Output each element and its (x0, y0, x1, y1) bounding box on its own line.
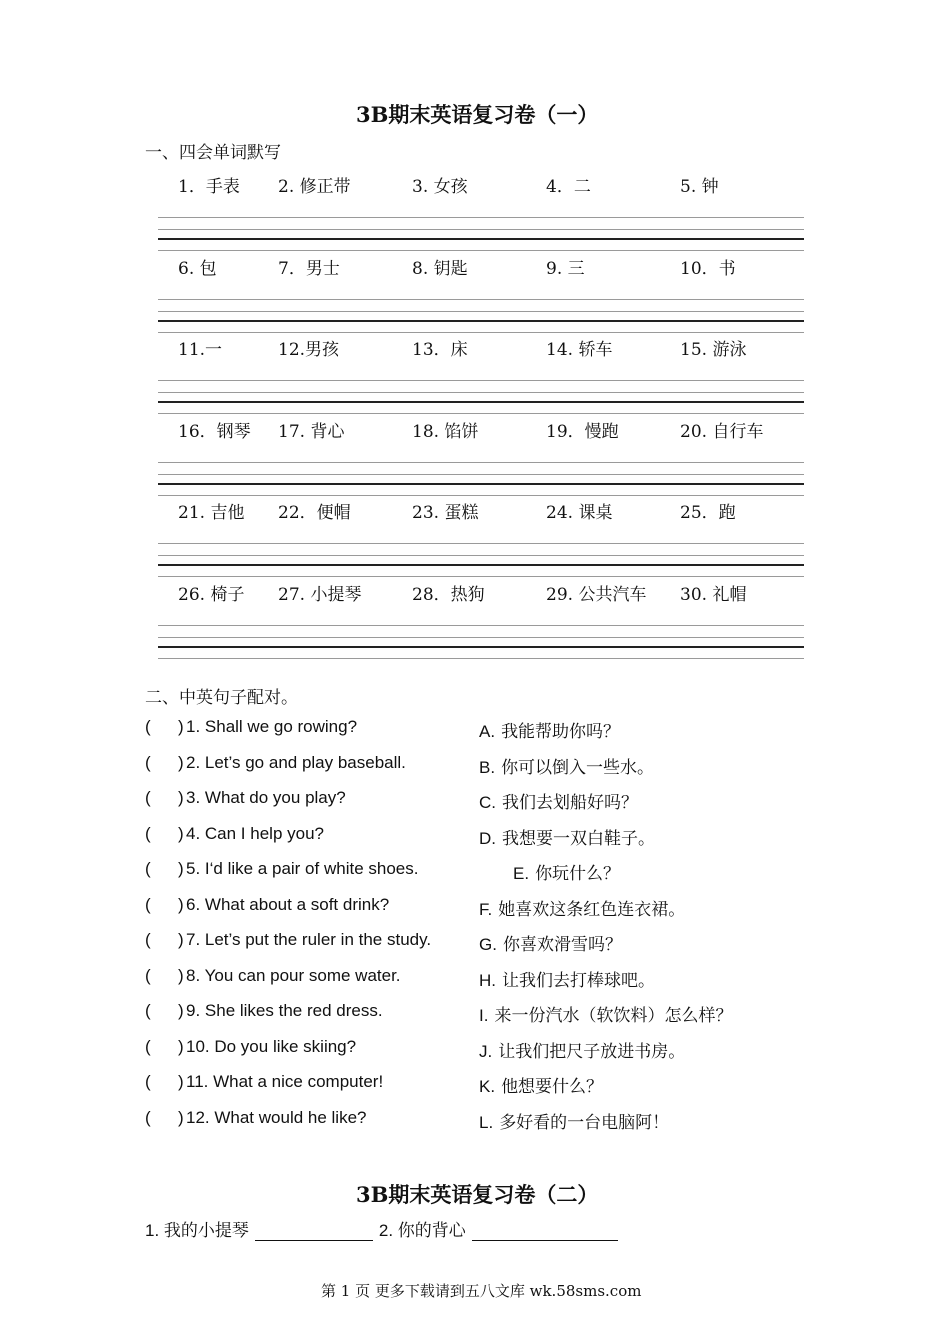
writing-line (158, 576, 804, 577)
answer-paren-close: ) (178, 859, 184, 878)
match-item (145, 930, 845, 964)
writing-line (158, 380, 804, 381)
chinese-sentence: 我想要一双白鞋子。 (502, 828, 655, 849)
chinese-option (479, 753, 654, 778)
word-item: 21. 吉他 (178, 503, 245, 523)
match-item (145, 1001, 845, 1035)
writing-line (158, 401, 804, 403)
english-sentence: 6. What about a soft drink? (186, 894, 390, 914)
answer-paren-close: ) (178, 894, 184, 914)
option-letter: D. (479, 828, 496, 848)
answer-paren-open[interactable]: ( (145, 965, 151, 985)
word-item: 10．书 (680, 258, 736, 279)
word-item: 4．二 (546, 177, 591, 197)
answer-paren-close: ) (178, 717, 184, 736)
english-sentence: 7. Let’s put the ruler in the study. (186, 930, 432, 949)
word-item: 14. 轿车 (546, 340, 613, 360)
english-sentence: 4. Can I help you? (186, 823, 324, 843)
word-item: 28．热狗 (412, 584, 485, 605)
word-item: 25．跑 (680, 503, 736, 523)
chinese-sentence: 你喜欢滑雪吗？ (502, 935, 622, 955)
word-item: 12.男孩 (278, 340, 340, 360)
writing-line (158, 543, 804, 544)
chinese-sentence: 来一份汽水（软饮料）怎么样？ (494, 1006, 733, 1026)
word-item: 16．钢琴 (178, 421, 251, 442)
chinese-option (479, 717, 620, 742)
english-sentence: 3. What do you play? (186, 788, 346, 807)
word-item: 6. 包 (178, 258, 217, 279)
english-sentence: 10. Do you like skiing? (186, 1036, 357, 1056)
answer-paren-open[interactable]: ( (145, 1107, 151, 1127)
word-item: 19．慢跑 (546, 421, 619, 442)
match-item (145, 1108, 845, 1142)
option-letter: F. (479, 899, 493, 919)
match-item (145, 1072, 845, 1106)
answer-paren-open[interactable]: ( (145, 859, 151, 878)
answer-paren-close: ) (178, 1072, 184, 1091)
chinese-sentence: 我能帮助你吗？ (501, 722, 621, 742)
word-item: 22．便帽 (278, 503, 351, 523)
writing-line (158, 217, 804, 218)
english-sentence: 2. Let’s go and play baseball. (186, 752, 406, 772)
phrase-2: 2. 你的背心 (378, 1221, 466, 1240)
chinese-sentence: 她喜欢这条红色连衣裙。 (498, 899, 686, 920)
writing-line (158, 658, 804, 659)
chinese-sentence: 你可以倒入一些水。 (501, 757, 655, 778)
writing-line (158, 320, 804, 322)
word-item: 17. 背心 (278, 421, 345, 442)
answer-paren-close: ) (178, 788, 184, 807)
writing-line (158, 229, 804, 230)
word-item: 1．手表 (178, 177, 240, 197)
match-item (145, 788, 845, 822)
chinese-option (479, 930, 622, 955)
writing-line (158, 413, 804, 414)
chinese-sentence: 我们去划船好吗？ (502, 793, 638, 813)
writing-line (158, 462, 804, 463)
section-heading-spelling: 一、四会单词默写 (145, 143, 281, 163)
chinese-option (479, 1108, 669, 1133)
word-item: 24. 课桌 (546, 503, 613, 523)
answer-blank-1[interactable] (255, 1222, 373, 1241)
writing-line (158, 483, 804, 485)
answer-paren-close: ) (178, 1107, 184, 1127)
answer-paren-open[interactable]: ( (145, 930, 151, 949)
match-item (145, 895, 845, 929)
word-item: 9. 三 (546, 258, 585, 279)
chinese-option (479, 1072, 603, 1097)
writing-line (158, 311, 804, 312)
answer-paren-close: ) (178, 930, 184, 949)
match-item (145, 859, 845, 893)
writing-line (158, 555, 804, 556)
english-sentence: 5. I‘d like a pair of white shoes. (186, 859, 419, 878)
word-item: 13．床 (412, 340, 468, 360)
answer-paren-open[interactable]: ( (145, 788, 151, 807)
match-item (145, 717, 845, 751)
word-item: 27. 小提琴 (278, 584, 362, 605)
chinese-sentence: 多好看的一台电脑阿！ (499, 1112, 670, 1133)
option-letter: J. (479, 1041, 493, 1061)
chinese-option (479, 788, 638, 813)
page-title-2: 3B期末英语复习卷（二） (356, 1182, 599, 1207)
chinese-option (479, 895, 685, 920)
answer-paren-open[interactable]: ( (145, 752, 151, 772)
writing-line (158, 250, 804, 251)
english-sentence: 1. Shall we go rowing? (186, 717, 358, 736)
writing-line (158, 474, 804, 475)
answer-paren-close: ) (178, 752, 184, 772)
word-item: 2. 修正带 (278, 177, 351, 197)
english-sentence: 8. You can pour some water. (186, 965, 401, 985)
word-item: 3. 女孩 (412, 177, 468, 197)
word-item: 20. 自行车 (680, 421, 764, 442)
option-letter: L. (479, 1112, 494, 1132)
page-footer: 第 1 页 更多下载请到五八文库 wk.58sms.com (321, 1282, 642, 1300)
phrase-1: 1. 我的小提琴 (145, 1221, 249, 1240)
option-letter: E. (513, 864, 530, 883)
word-item: 5. 钟 (680, 177, 719, 197)
english-sentence: 11. What a nice computer! (186, 1072, 384, 1091)
option-letter: H. (479, 970, 496, 990)
answer-paren-open[interactable]: ( (145, 894, 151, 914)
answer-paren-close: ) (178, 1001, 184, 1020)
word-item: 26. 椅子 (178, 584, 245, 605)
word-item: 11.一 (178, 340, 223, 360)
option-letter: K. (479, 1077, 496, 1096)
answer-paren-close: ) (178, 823, 184, 843)
chinese-sentence: 你玩什么？ (535, 864, 621, 884)
answer-paren-close: ) (178, 965, 184, 985)
writing-line (158, 332, 804, 333)
match-item (145, 824, 845, 858)
english-sentence: 9. She likes the red dress. (186, 1001, 383, 1020)
answer-paren-open[interactable]: ( (145, 717, 151, 736)
word-item: 7．男士 (278, 258, 340, 279)
option-letter: I. (479, 1006, 489, 1025)
match-item (145, 753, 845, 787)
writing-line (158, 564, 804, 566)
word-item: 23. 蛋糕 (412, 503, 479, 523)
answer-blank-2[interactable] (472, 1222, 618, 1241)
chinese-option (479, 966, 655, 991)
match-item (145, 966, 845, 1000)
chinese-option (479, 1037, 685, 1062)
writing-line (158, 625, 804, 626)
option-letter: B. (479, 757, 496, 777)
chinese-sentence: 让我们去打棒球吧。 (502, 970, 655, 991)
answer-paren-open[interactable]: ( (145, 1036, 151, 1056)
word-item: 15. 游泳 (680, 340, 747, 360)
page-title-1: 3B期末英语复习卷（一） (356, 102, 599, 127)
chinese-sentence: 他想要什么？ (501, 1077, 604, 1097)
match-item (145, 1037, 845, 1071)
writing-line (158, 392, 804, 393)
option-letter: C. (479, 793, 496, 812)
writing-line (158, 495, 804, 496)
writing-line (158, 637, 804, 638)
word-item: 8. 钥匙 (412, 258, 468, 279)
word-item: 18. 馅饼 (412, 421, 479, 442)
writing-line (158, 238, 804, 240)
answer-paren-open[interactable]: ( (145, 1072, 151, 1091)
answer-paren-close: ) (178, 1036, 184, 1056)
answer-paren-open[interactable]: ( (145, 823, 151, 843)
chinese-option (479, 1001, 732, 1026)
option-letter: A. (479, 722, 496, 741)
answer-paren-open[interactable]: ( (145, 1001, 151, 1020)
chinese-sentence: 让我们把尺子放进书房。 (498, 1041, 686, 1062)
option-letter: G. (479, 935, 497, 954)
writing-line (158, 299, 804, 300)
word-item: 30. 礼帽 (680, 584, 747, 605)
english-sentence: 12. What would he like? (186, 1107, 367, 1127)
writing-line (158, 646, 804, 648)
phrase-line (145, 1216, 624, 1241)
chinese-option (513, 859, 620, 884)
chinese-option (479, 824, 655, 849)
section-heading-matching: 二、中英句子配对。 (145, 688, 298, 708)
word-item: 29. 公共汽车 (546, 584, 647, 605)
